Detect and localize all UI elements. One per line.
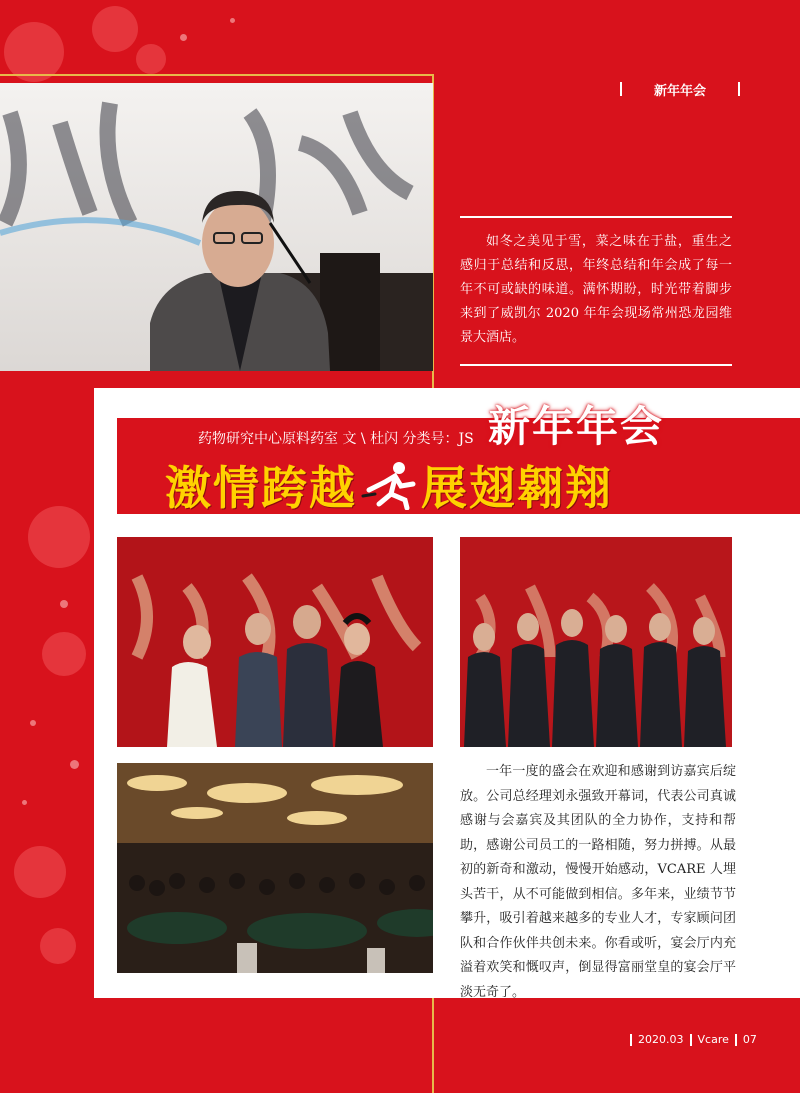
article-title-top: 新年年会 (488, 402, 665, 451)
footer-page-number: 07 (742, 1033, 757, 1046)
divider (735, 1034, 737, 1046)
divider (620, 82, 622, 96)
bokeh-light (14, 846, 66, 898)
group-photo-six (460, 537, 732, 747)
article-body: 一年一度的盛会在欢迎和感谢到访嘉宾后绽放。公司总经理刘永强致开幕词，代表公司真诚感谢与会嘉宾及其团队的全力协作，支持和帮助，感谢公司员工的一路相随，努力拼搏。从最初的新奇和激动，慢慢开始感动，VCARE 人埋头苦干，从不可能做到相信。多年来，业绩节节攀升，吸引着越来越多的专业人才，专家顾问团队和合作伙伴共创未来。你看或听，宴会厅内充溢着欢笑和慨叹声，倒显得富丽堂皇的宴会厅平淡无奇了。 (460, 764, 736, 1000)
article-byline: 药物研究中心原料药室 文 \ 杜闪 分类号：JS (198, 431, 474, 447)
divider (630, 1034, 632, 1046)
section-tag-label: 新年年会 (653, 83, 706, 99)
footer-issue: 2020.03 (638, 1033, 684, 1046)
bokeh-light (28, 506, 90, 568)
banquet-hall-photo (117, 763, 433, 973)
sparkle-dot (22, 800, 27, 805)
divider (690, 1034, 692, 1046)
divider (460, 364, 732, 366)
running-figure-icon (361, 460, 417, 510)
intro-paragraph: 如冬之美见于雪，菜之味在于盐，重生之感归于总结和反思，年终总结和年会成了每一年不可或缺的味道。满怀期盼，时光带着脚步来到了威凯尔 2020 年年会现场常州恐龙园维景大酒店。 (460, 234, 732, 345)
bokeh-light (40, 928, 76, 964)
group-photo-four (117, 537, 433, 747)
bokeh-light (92, 6, 138, 52)
bokeh-light (4, 22, 64, 82)
bokeh-light (136, 44, 166, 74)
speaker-photo (0, 83, 433, 371)
sparkle-dot (180, 34, 187, 41)
speaker-photo-image (0, 83, 433, 371)
page-footer (630, 1033, 757, 1046)
article-title-main (165, 452, 613, 518)
sparkle-dot (30, 720, 36, 726)
bokeh-light (42, 632, 86, 676)
sparkle-dot (70, 760, 79, 769)
title-left: 激情跨越 (165, 461, 357, 515)
sparkle-dot (230, 18, 235, 23)
section-tag (620, 78, 740, 100)
intro-block (460, 216, 732, 366)
footer-brand: Vcare (697, 1033, 729, 1046)
sparkle-dot (60, 600, 68, 608)
divider (460, 216, 732, 218)
gold-frame-line (0, 74, 434, 76)
divider (738, 82, 740, 96)
title-right: 展翅翱翔 (421, 461, 613, 515)
